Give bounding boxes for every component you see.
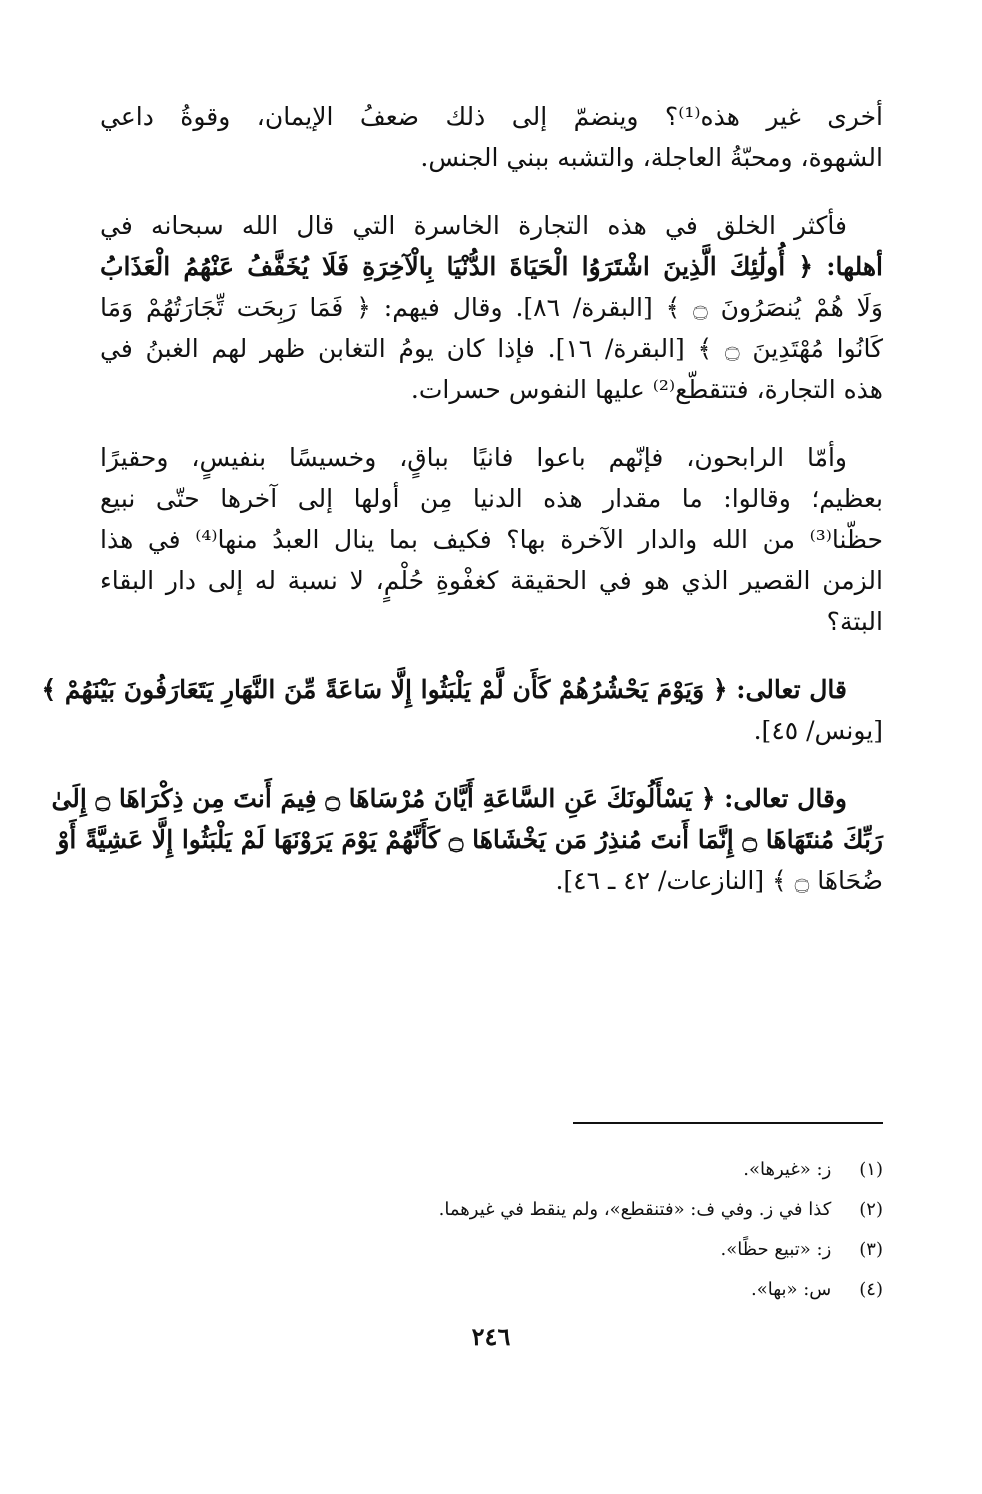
text-line: هذه التجارة، فتتقطّع⁽²⁾ عليها النفوس حسرات. bbox=[410, 375, 883, 404]
footnote-number: (٢) bbox=[859, 1199, 883, 1220]
quran-line: وقال تعالى: ﴿ يَسْأَلُونَكَ عَنِ السَّاعَةِ أَيَّانَ مُرْسَاهَا ۝ فِيمَ أَنتَ مِن ذِكْرَاهَا ۝ إِلَىٰ bbox=[51, 784, 847, 813]
page-body bbox=[41, 96, 884, 928]
text-line: أخرى غير هذه⁽¹⁾؟ وينضمّ إلى ذلك ضعفُ الإيمان، وقوةُ داعي bbox=[100, 102, 883, 131]
footnote-text: كذا في ز. وفي ف: «فتنقطع»، ولم ينقط في غيرهما. bbox=[438, 1199, 832, 1220]
footnote-text: س: «بها». bbox=[750, 1279, 832, 1300]
quran-line: ضُحَاهَا ۝ ﴾ [النازعات/ ٤٢ ـ ٤٦]. bbox=[555, 866, 883, 895]
footnote-divider bbox=[573, 1122, 883, 1124]
paragraph-2 bbox=[100, 205, 883, 410]
footnote-item bbox=[100, 1190, 883, 1230]
paragraph-3 bbox=[100, 437, 883, 642]
paragraph-5 bbox=[51, 778, 883, 901]
quran-line: قال تعالى: ﴿ وَيَوْمَ يَحْشُرُهُمْ كَأَن لَّمْ يَلْبَثُوا إِلَّا سَاعَةً مِّنَ النَّهَارِ يَتَعَارَفُونَ بَيْنَهُمْ ﴾ bbox=[41, 675, 847, 704]
text-line: الشهوة، ومحبّةُ العاجلة، والتشبه ببني الجنس. bbox=[420, 143, 883, 172]
text-line: البتة؟ bbox=[826, 607, 883, 636]
footnote-item bbox=[100, 1270, 883, 1310]
footnote-text: ز: «غيرها». bbox=[743, 1159, 832, 1180]
text-line: حظّنا⁽³⁾ من الله والدار الآخرة بها؟ فكيف بما ينال العبدُ منها⁽⁴⁾ في هذا bbox=[100, 525, 884, 554]
footnote-text: ز: «تبيع حظًا». bbox=[720, 1239, 832, 1260]
text-line: وأمّا الرابحون، فإنّهم باعوا فانيًا بباقٍ، وخسيسًا بنفيسٍ، وحقيرًا bbox=[100, 443, 847, 472]
paragraph-1 bbox=[100, 96, 883, 178]
footnote-number: (٣) bbox=[859, 1239, 883, 1260]
quran-line: رَبِّكَ مُنتَهَاهَا ۝ إِنَّمَا أَنتَ مُنذِرُ مَن يَخْشَاهَا ۝ كَأَنَّهُمْ يَوْمَ يَرَوْنَهَا لَمْ يَلْبَثُوا إِلَّا عَشِيَّةً أَوْ bbox=[57, 825, 883, 854]
footnote-item bbox=[100, 1230, 883, 1270]
footnote-item bbox=[100, 1150, 883, 1190]
footnote-number: (٤) bbox=[859, 1279, 883, 1300]
text-line: الزمن القصير الذي هو في الحقيقة كغفْوةِ حُلْمٍ، لا نسبة له إلى دار البقاء bbox=[100, 566, 883, 595]
paragraph-4 bbox=[41, 669, 883, 751]
text-line: فأكثر الخلق في هذه التجارة الخاسرة التي قال الله سبحانه في bbox=[100, 211, 847, 240]
quran-line: كَانُوا مُهْتَدِينَ ۝ ﴾ [البقرة/ ١٦]. فإذا كان يومُ التغابن ظهر لهم الغبنُ في bbox=[100, 334, 884, 363]
verse-reference: [يونس/ ٤٥]. bbox=[753, 716, 883, 745]
page-number: ٢٤٦ bbox=[471, 1322, 511, 1351]
quran-line: أهلها: ﴿ أُولَٰئِكَ الَّذِينَ اشْتَرَوُا الْحَيَاةَ الدُّنْيَا بِالْآخِرَةِ فَلَا يُخَفَّفُ عَنْهُمُ الْعَذَابُ bbox=[100, 252, 883, 281]
quran-line: وَلَا هُمْ يُنصَرُونَ ۝ ﴾ [البقرة/ ٨٦]. وقال فيهم: ﴿ فَمَا رَبِحَت تِّجَارَتُهُمْ وَمَا bbox=[100, 293, 883, 322]
footnotes bbox=[100, 1150, 883, 1310]
footnote-number: (١) bbox=[859, 1159, 883, 1180]
text-line: بعظيم؛ وقالوا: ما مقدار هذه الدنيا مِن أولها إلى آخرها حتّى نبيع bbox=[100, 484, 883, 513]
